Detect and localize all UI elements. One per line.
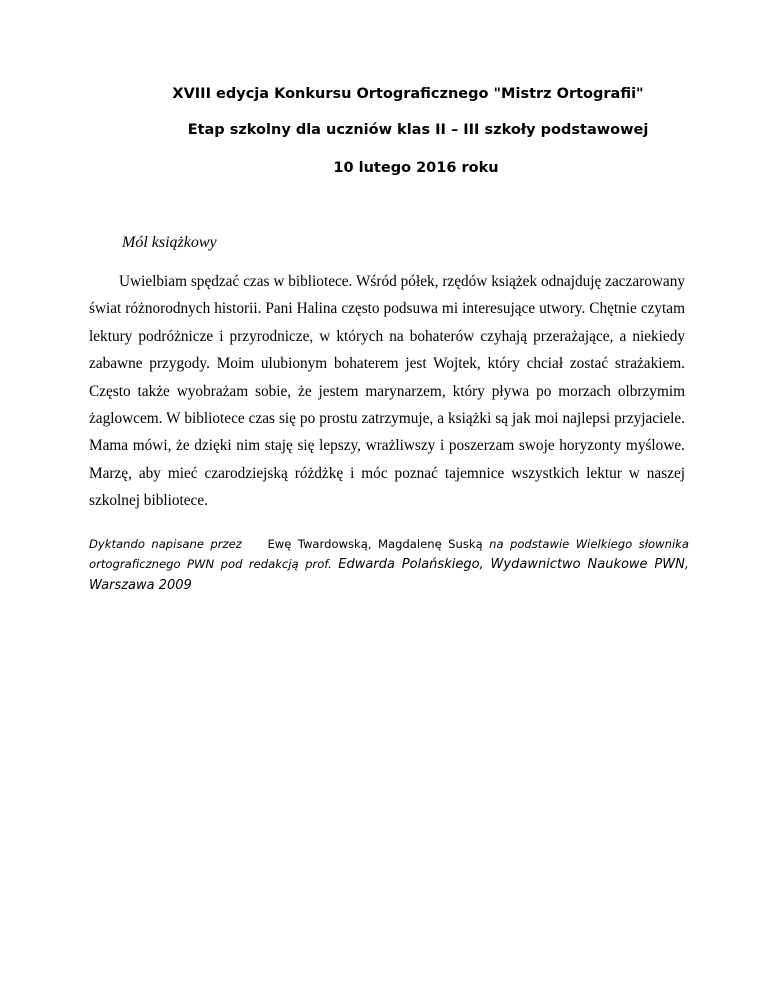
stage-subtitle: Etap szkolny dla uczniów klas II – III szkoły podstawowej [187,122,649,138]
dictation-title: Mól książkowy [122,234,217,251]
date-line: 10 lutego 2016 roku [333,160,499,176]
credit-authors: Ewę Twardowską, Magdalenę Suską [267,537,483,551]
credit-source: Edwarda Polańskiego, Wydawnictwo Naukowe PWN, Warszawa 2009 [89,557,689,593]
dictation-text: Uwielbiam spędzać czas w bibliotece. Wśród półek, rzędów książek odnajduję zaczarowany świat różnorodnych historii. Pani Halina często podsuwa mi interesujące utwory. Chętnie czytam lektury podróżnicze i przyrodnicze, w których na bohaterów czyhają przerażające, a niekiedy zabawne przygody. Moim ulubionym bohaterem jest Wojtek, który chciał zostać strażakiem. Często także wyobrażam sobie, że jestem marynarzem, który pływa po morzach olbrzymim żaglowcem. W bibliotece czas się po prostu zatrzymuje, a książki są jak moi najlepsi przyjaciele. Mama mówi, że dzięki nim staję się lepszy, wrażliwszy i poszerzam swoje horyzonty myślowe. Marzę, aby mieć czarodziejską różdżkę i móc poznać tajemnice wszystkich lektur w naszej szkolnej bibliotece. [89,273,685,510]
competition-title: XVIII edycja Konkursu Ortograficznego "Mistrz Ortografii" [172,86,644,102]
credit-middle: na podstawie Wielkiego słownika ortograficznego PWN pod redakcją prof. [89,537,689,571]
credit-note [89,534,689,596]
credit-prefix: Dyktando napisane przez [89,537,242,551]
